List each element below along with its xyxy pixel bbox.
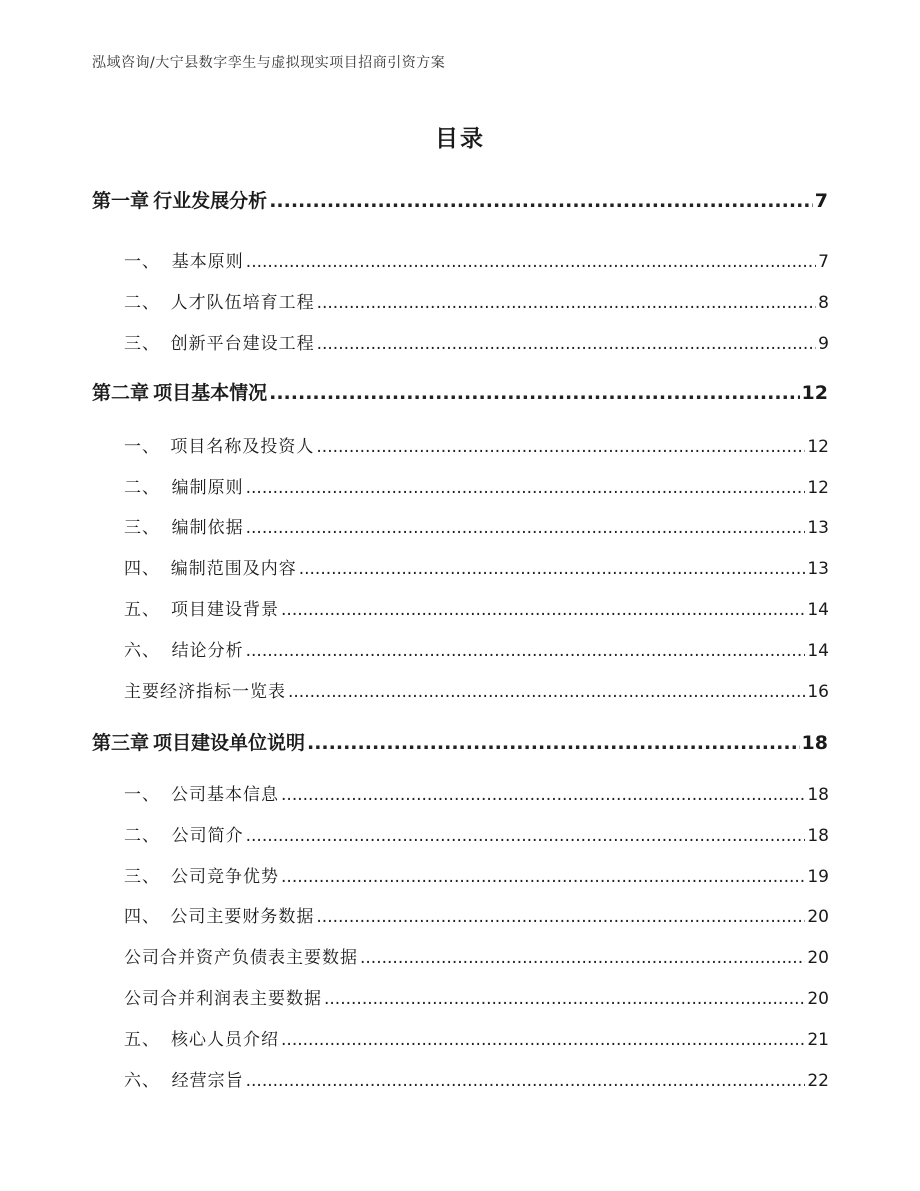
toc-section[interactable]	[124, 902, 829, 927]
toc-page-number: 8	[818, 293, 829, 313]
toc-section[interactable]	[124, 554, 829, 579]
toc-page-number: 18	[801, 732, 828, 754]
toc-leader-dots	[316, 437, 805, 457]
toc-entry-number: 四、	[124, 907, 160, 927]
toc-section[interactable]	[124, 513, 829, 538]
toc-section[interactable]	[124, 984, 829, 1009]
toc-entry-label: 基本原则	[171, 252, 244, 272]
toc-entry-label: 核心人员介绍	[171, 1030, 280, 1050]
toc-entry-label: 项目建设背景	[171, 600, 280, 620]
toc-leader-dots	[288, 682, 805, 702]
toc-section[interactable]	[124, 595, 829, 620]
toc-section[interactable]	[124, 473, 829, 498]
toc-leader-dots	[324, 989, 805, 1009]
toc-leader-dots	[316, 907, 805, 927]
toc-chapter-3[interactable]	[92, 728, 828, 755]
toc-entry-label: 项目名称及投资人	[170, 437, 315, 457]
toc-entry-number: 六、	[124, 641, 160, 661]
toc-leader-dots	[246, 641, 806, 661]
toc-entry-number: 第三章	[92, 732, 150, 754]
toc-leader-dots	[307, 732, 800, 754]
toc-entry-number: 五、	[124, 600, 160, 620]
toc-entry-label: 创新平台建设工程	[170, 334, 315, 354]
toc-leader-dots	[317, 293, 817, 313]
toc-page-number: 14	[807, 600, 829, 620]
toc-leader-dots	[281, 1030, 805, 1050]
toc-section[interactable]	[124, 247, 829, 272]
toc-chapter-2[interactable]	[92, 378, 828, 405]
toc-page-number: 21	[807, 1030, 829, 1050]
toc-page-number: 20	[807, 907, 829, 927]
toc-entry-number: 第二章	[92, 382, 150, 404]
toc-entry-label: 公司主要财务数据	[170, 907, 315, 927]
toc-leader-dots	[317, 334, 817, 354]
toc-entry-number: 第一章	[92, 190, 150, 212]
toc-entry-number: 五、	[124, 1030, 160, 1050]
toc-title: 目录	[435, 126, 485, 152]
toc-page-number: 14	[807, 641, 829, 661]
toc-page-number: 13	[807, 559, 829, 579]
toc-entry-label: 公司简介	[171, 826, 244, 846]
toc-entry-label: 公司合并资产负债表主要数据	[124, 948, 358, 968]
toc-page-number: 7	[814, 190, 828, 212]
toc-entry-number: 二、	[124, 826, 160, 846]
toc-entry-label: 编制原则	[171, 478, 244, 498]
toc-leader-dots	[281, 867, 805, 887]
toc-section[interactable]	[124, 432, 829, 457]
toc-chapter-1[interactable]	[92, 186, 828, 213]
toc-entry-number: 三、	[124, 867, 160, 887]
toc-page-number: 12	[801, 382, 828, 404]
toc-page-number: 9	[818, 334, 829, 354]
toc-page-number: 16	[807, 682, 829, 702]
toc-section[interactable]	[124, 1025, 829, 1050]
toc-entry-number: 一、	[124, 252, 160, 272]
toc-entry-number: 一、	[124, 785, 160, 805]
running-header: 泓域咨询/大宁县数字孪生与虚拟现实项目招商引资方案	[92, 55, 446, 71]
toc-section[interactable]	[124, 636, 829, 661]
toc-page-number: 12	[807, 478, 829, 498]
toc-entry-number: 四、	[124, 559, 160, 579]
toc-leader-dots	[246, 1071, 806, 1091]
toc-leader-dots	[281, 785, 805, 805]
toc-section[interactable]	[124, 288, 829, 313]
toc-leader-dots	[360, 948, 805, 968]
toc-section[interactable]	[124, 677, 829, 702]
toc-entry-label: 编制依据	[171, 518, 244, 538]
toc-page-number: 7	[818, 252, 829, 272]
toc-section[interactable]	[124, 780, 829, 805]
toc-entry-label: 编制范围及内容	[170, 559, 297, 579]
toc-section[interactable]	[124, 329, 829, 354]
toc-leader-dots	[269, 382, 799, 404]
toc-page-number: 22	[807, 1071, 829, 1091]
toc-section[interactable]	[124, 862, 829, 887]
toc-section[interactable]	[124, 943, 829, 968]
toc-leader-dots	[281, 600, 805, 620]
toc-entry-label: 人才队伍培育工程	[170, 293, 315, 313]
toc-entry-label: 公司基本信息	[171, 785, 280, 805]
toc-page-number: 18	[807, 826, 829, 846]
toc-entry-number: 二、	[124, 478, 160, 498]
toc-page-number: 20	[807, 948, 829, 968]
toc-entry-number: 一、	[124, 437, 160, 457]
toc-section[interactable]	[124, 821, 829, 846]
toc-page-number: 20	[807, 989, 829, 1009]
toc-leader-dots	[246, 518, 806, 538]
toc-entry-label: 项目基本情况	[153, 382, 268, 404]
toc-entry-label: 主要经济指标一览表	[124, 682, 286, 702]
toc-entry-number: 三、	[124, 518, 160, 538]
toc-entry-label: 公司竞争优势	[171, 867, 280, 887]
toc-entry-number: 三、	[124, 334, 160, 354]
toc-entry-label: 经营宗旨	[171, 1071, 244, 1091]
toc-entry-number: 六、	[124, 1071, 160, 1091]
toc-entry-number: 二、	[124, 293, 160, 313]
toc-leader-dots	[246, 826, 806, 846]
toc-page-number: 13	[807, 518, 829, 538]
toc-leader-dots	[246, 478, 806, 498]
toc-entry-label: 公司合并利润表主要数据	[124, 989, 322, 1009]
toc-leader-dots	[299, 559, 806, 579]
toc-leader-dots	[269, 190, 813, 212]
toc-section[interactable]	[124, 1066, 829, 1091]
toc-page-number: 18	[807, 785, 829, 805]
toc-leader-dots	[246, 252, 816, 272]
toc-entry-label: 结论分析	[171, 641, 244, 661]
toc-entry-label: 项目建设单位说明	[152, 732, 305, 754]
toc-page-number: 12	[807, 437, 829, 457]
toc-entry-label: 行业发展分析	[153, 190, 268, 212]
toc-page-number: 19	[807, 867, 829, 887]
